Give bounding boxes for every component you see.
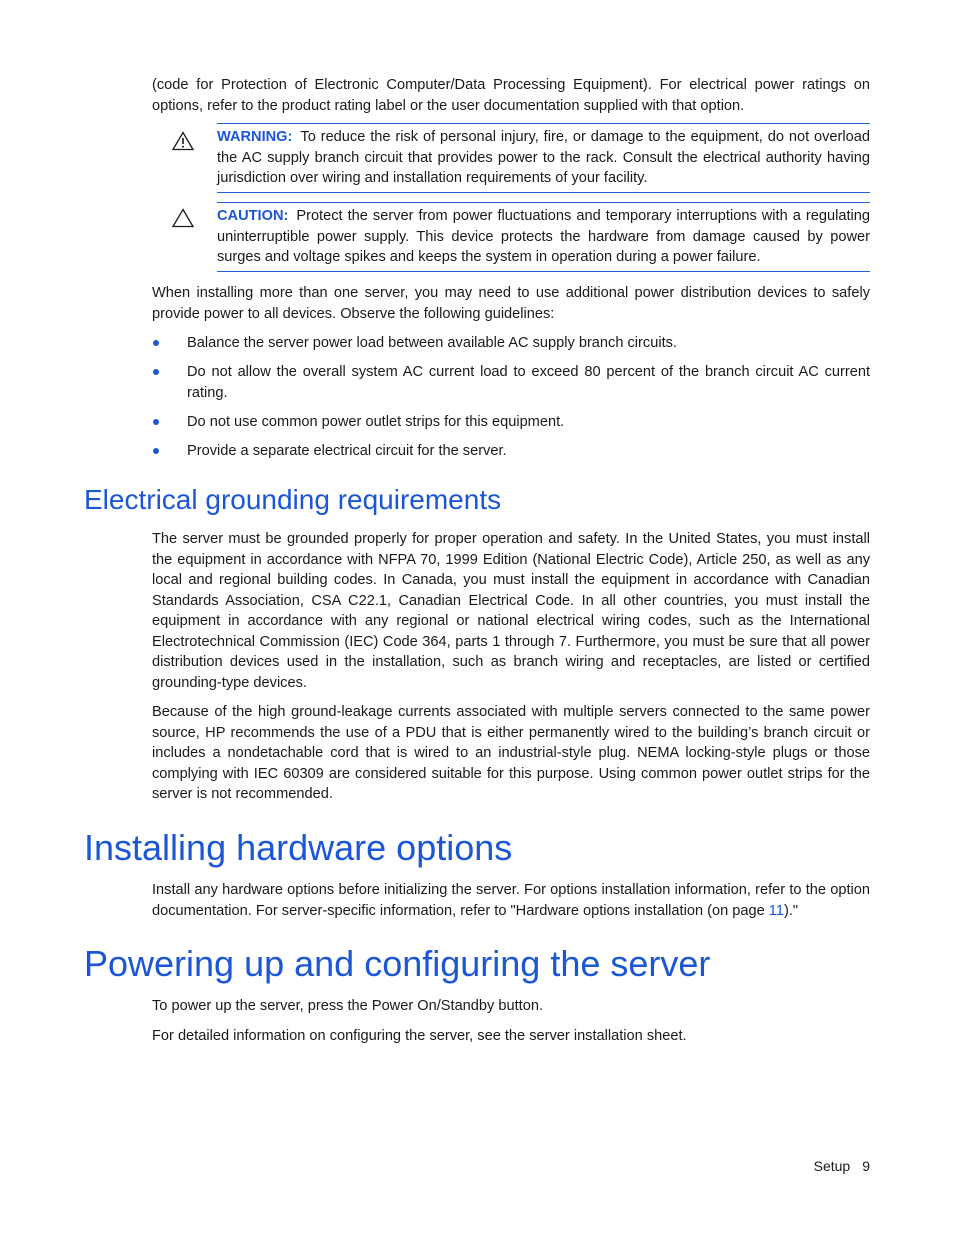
bullet-icon bbox=[153, 340, 159, 346]
caution-triangle-icon bbox=[172, 208, 194, 228]
footer-page-number: 9 bbox=[862, 1158, 870, 1174]
warning-label: WARNING: bbox=[217, 129, 293, 145]
installing-heading: Installing hardware options bbox=[84, 827, 513, 868]
powering-paragraph-1: To power up the server, press the Power On/Standby button. bbox=[152, 998, 544, 1014]
bullet-icon bbox=[153, 369, 159, 375]
powering-paragraph-2: For detailed information on configuring the server, see the server installation sheet. bbox=[152, 1028, 687, 1044]
bullet-icon bbox=[153, 448, 159, 454]
powering-heading: Powering up and configuring the server bbox=[84, 943, 711, 984]
grounding-paragraph-1: The server must be grounded properly for proper operation and safety. In the United States, you must install the equipment in accordance with NFPA 70, 1999 Edition (National Electric Code), Article 250, as well as any local and regional building codes. In Canada, you must install the equipment in accordance with Canadian Standards Association, CSA C22.1, Canadian Electrical Code. In all other countries, you must install the equipment in accordance with any regional or national electrical wiring codes, such as the International Electrotechnical Commission (IEC) Code 364, parts 1 through 7. Furthermore, you must be sure that all power distribution devices used in the installation, such as branch wiring and receptacles, are listed or certified grounding-type devices. bbox=[152, 531, 870, 691]
grounding-heading: Electrical grounding requirements bbox=[84, 484, 502, 515]
grounding-paragraph-2: Because of the high ground-leakage currents associated with multiple servers connected to the same power source, HP recommends the use of a PDU that is either permanently wired to the building’s branch circuit or includes a nondetachable cord that is wired to an industrial-style plug. NEMA locking-style plugs or those complying with IEC 60309 are considered suitable for this purpose. Using common power outlet strips for the server is not recommended. bbox=[152, 704, 870, 802]
multi-server-paragraph: When installing more than one server, you may need to use additional power distribution devices to safely provide power to all devices. Observe the following guidelines: bbox=[152, 285, 870, 322]
page-link[interactable]: 11 bbox=[768, 902, 784, 919]
list-item: Balance the server power load between available AC supply branch circuits. bbox=[152, 333, 870, 354]
warning-triangle-icon bbox=[172, 131, 194, 151]
bullet-icon bbox=[153, 419, 159, 425]
warning-notice bbox=[217, 123, 870, 193]
footer-section: Setup bbox=[813, 1158, 851, 1174]
caution-label: CAUTION: bbox=[217, 208, 289, 224]
intro-paragraph: (code for Protection of Electronic Computer/Data Processing Equipment). For electrical power ratings on options, refer to the product rating label or the user documentation supplied with that option. bbox=[152, 77, 870, 114]
guidelines-list bbox=[152, 333, 870, 470]
page-footer bbox=[814, 1158, 870, 1174]
installing-paragraph: Install any hardware options before initializing the server. For options installation information, refer to the option documentation. For server-specific information, refer to "Hardware options installation (on page 11)." bbox=[152, 882, 870, 919]
caution-notice bbox=[217, 202, 870, 272]
caution-bottom-rule bbox=[217, 271, 870, 272]
list-item: Provide a separate electrical circuit for the server. bbox=[152, 441, 870, 462]
warning-text: To reduce the risk of personal injury, fire, or damage to the equipment, do not overload the AC supply branch circuit that provides power to the rack. Consult the electrical authority having jurisdiction over wiring and installation requirements of your facility. bbox=[217, 129, 870, 186]
list-item: Do not use common power outlet strips for this equipment. bbox=[152, 412, 870, 433]
warning-bottom-rule bbox=[217, 192, 870, 193]
caution-text: Protect the server from power fluctuations and temporary interruptions with a regulating uninterruptible power supply. This device protects the hardware from damage caused by power surges and voltage spikes and keeps the system in operation during a power failure. bbox=[217, 208, 870, 265]
list-item: Do not allow the overall system AC current load to exceed 80 percent of the branch circuit AC current rating. bbox=[152, 362, 870, 403]
